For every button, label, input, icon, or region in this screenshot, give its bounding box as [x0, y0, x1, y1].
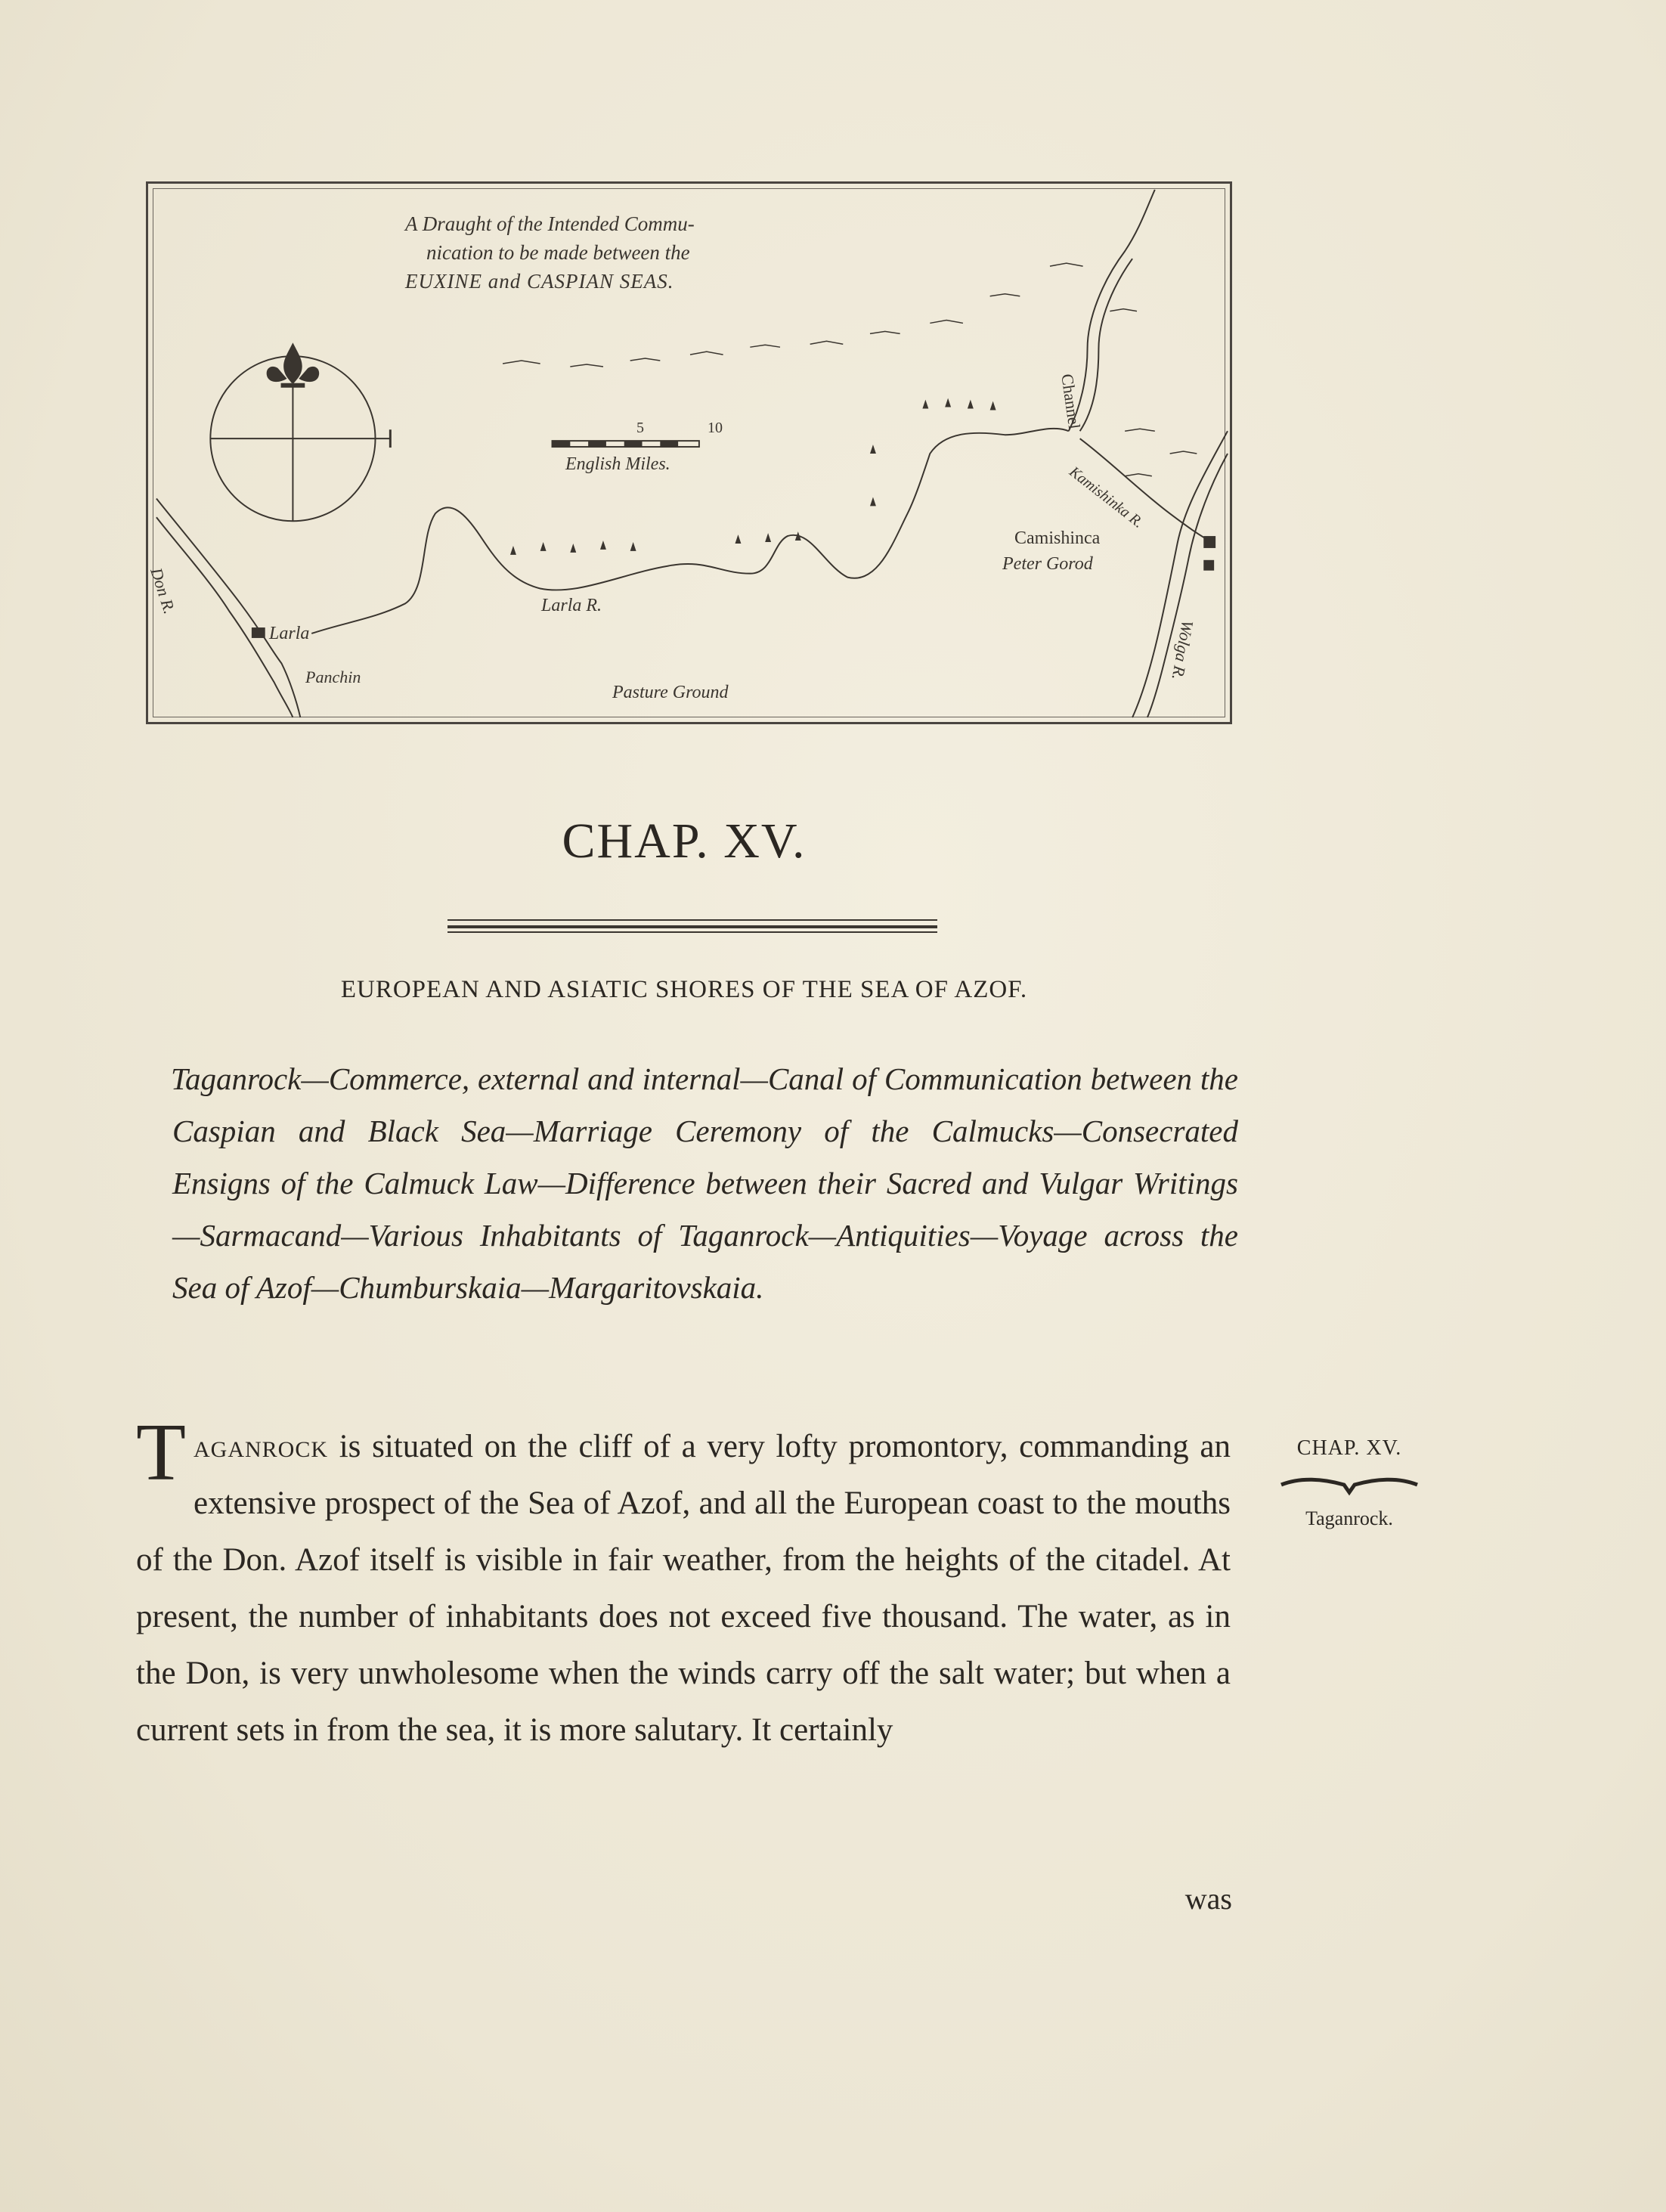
scale-mark-5: 5	[636, 420, 644, 436]
drop-cap: T	[136, 1408, 186, 1498]
catchword: was	[1184, 1882, 1232, 1916]
scale-mark-10: 10	[708, 420, 723, 436]
margin-chapter-label: CHAP. XV.	[1296, 1436, 1402, 1460]
map-title-line-1: A Draught of the Intended Commu-	[405, 212, 695, 235]
scale-label: English Miles.	[565, 454, 670, 474]
map-label-larla-river: Larla R.	[541, 596, 602, 615]
map-label-kamishinka-river: Kamishinka R.	[1066, 463, 1147, 531]
chapter-summary: Taganrock—Commerce, external and internal—Canal of Communication between the Caspian and Black Sea—Marriage Ceremony of the Calmucks—Consecrated Ensigns of the Calmuck Law—Difference between their Sacred and Vulgar Writings—Sarmacand—Various Inhabitants of Taganrock—Antiquities—Voyage across the Sea of Azof—Chumburskaia—Margaritovskaia.	[171, 1061, 1238, 1305]
map-label-don-river: Don R.	[147, 565, 180, 617]
map-label-channel: Channel	[1058, 373, 1085, 431]
map-title-line-2: nication to be made between the	[426, 241, 690, 264]
title-rule-bottom	[447, 931, 937, 933]
body-paragraph	[136, 1408, 1231, 1758]
map-label-pasture: Pasture Ground	[612, 683, 729, 702]
chapter-title: CHAP. XV.	[562, 813, 807, 869]
map-title-line-3: EUXINE and CASPIAN SEAS.	[405, 270, 674, 293]
margin-note: Taganrock.	[1305, 1507, 1393, 1529]
map-title	[405, 209, 828, 296]
title-rule-middle	[447, 925, 937, 928]
map-illustration	[146, 181, 1232, 724]
map-label-peter-gorod: Peter Gorod	[1002, 554, 1093, 574]
title-rule-top	[447, 919, 937, 921]
map-label-panchin: Panchin	[305, 668, 361, 686]
map-label-larla-fort: Larla	[269, 624, 310, 643]
margin-brace-icon	[1277, 1474, 1421, 1497]
lead-word: aganrock	[193, 1429, 328, 1464]
map-label-wolga-river: Wolga R.	[1168, 618, 1197, 682]
map-label-camishinca: Camishinca	[1014, 528, 1101, 548]
fleur-de-lis-icon	[267, 342, 320, 387]
canal-route-line	[311, 429, 1069, 634]
chapter-subtitle: EUROPEAN AND ASIATIC SHORES OF THE SEA OF AZOF.	[340, 976, 1028, 1003]
body-text: is situated on the cliff of a very lofty promontory, commanding an extensive prospect of the Sea of Azof, and all the European coast to the mouths of the Don. Azof itself is visible in fair weather, from the heights of the citadel. At present, the number of inhabitants does not exceed five thousand. The water, as in the Don, is very unwholesome when the winds carry off the salt water; but when a current sets in from the sea, it is more salutary. It certainly	[136, 1429, 1231, 1748]
